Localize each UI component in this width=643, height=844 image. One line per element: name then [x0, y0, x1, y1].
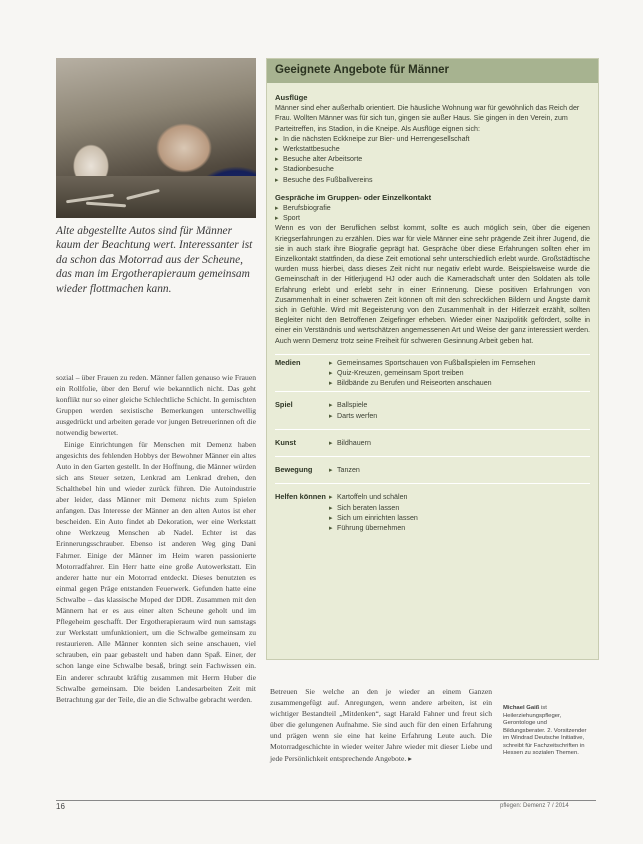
triangle-bullet-icon: ▸: [329, 411, 333, 420]
triangle-bullet-icon: ▸: [329, 513, 333, 522]
list-item: ▸ Werkstattbesuche: [275, 145, 340, 154]
triangle-bullet-icon: ▸: [275, 145, 279, 154]
section-intro-ausfluege: Männer sind eher außerhalb orientiert. Die häusliche Wohnung war für gewöhnlich das Reich der Frau. Wollten Männer was für sich tun, gingen sie außer Haus. Sie gingen in den Verein, zum Parteitreffen, ins Stadion, in die Kneipe. Als Ausflüge eignen sich:: [275, 104, 580, 133]
category-row-spiel: Spiel ▸ Ballspiele ▸ Darts werfen: [275, 391, 590, 428]
section-heading-gespraeche: Gespräche im Gruppen- oder Einzelkontakt: [275, 192, 432, 202]
list-item: ▸ Besuche des Fußballvereins: [275, 175, 373, 184]
triangle-bullet-icon: ▸: [329, 493, 333, 502]
triangle-bullet-icon: ▸: [329, 358, 333, 367]
list-item: ▸ Sich beraten lassen: [329, 503, 400, 512]
triangle-bullet-icon: ▸: [329, 379, 333, 388]
triangle-bullet-icon: ▸: [329, 523, 333, 532]
info-box-title: Geeignete Angebote für Männer: [267, 59, 598, 83]
author-bio: ist Heilerziehungspfleger, Gerontologe und Bildungsberater. 2. Vorsitzender im Windrad Deutsche Initiative, schreibt für Fachzeitschriften in Hessen zu sozialen Themen.: [503, 705, 587, 756]
author-caption: [503, 705, 591, 758]
list-item: ▸ Gemeinsames Sportschauen von Fußballspielen im Fernsehen: [329, 358, 536, 367]
workshop-photo: [56, 58, 256, 218]
triangle-bullet-icon: ▸: [329, 466, 333, 475]
list-item: ▸ Besuche alter Arbeitsorte: [275, 155, 363, 164]
list-item: ▸ In die nächsten Eckkneipe zur Bier- und Herrengesellschaft: [275, 134, 470, 143]
triangle-bullet-icon: ▸: [275, 175, 279, 184]
triangle-bullet-icon: ▸: [329, 503, 333, 512]
list-item: ▸ Kartoffeln und schälen: [329, 493, 408, 502]
list-item: ▸ Sich um einrichten lassen: [329, 513, 418, 522]
list-item: ▸ Quiz-Kreuzen, gemeinsam Sport treiben: [329, 369, 464, 378]
body-paragraph-2: Einige Einrichtungen für Menschen mit Demenz haben angesichts des fehlenden Hobbys der Bewohner Männer ein altes Auto in den Garten gestellt. In der Hoffnung, die Männer würden sich ans Steuer setzen, Lenkrad am Lenkrad drehen, den Schalthebel hin und wieder zurück führen. Die Autoindustrie aber leider, dass Männer mit Demenz nichts zum Spielen anfangen. Das Interesse der Männer an den alten Autos ist eher bescheiden. Ein Auto findet ab Dekoration, wer eine Werkstatt ohne Werkzeug Menschen ab Nadel. Echter ist das Erinnerungsschrauber. Ebenso ist anderen Weg ging Dani Fahrner. Einige der Männer im Heim waren passionierte Motorradfahrer. Ein Herr hatte eine große Autowerkstatt. Ein anderer hatte nur ein Motorrad entdeckt. Dieses benutzten es einmal gegen Präge entstanden Feuerwerk. Gefunden hatte eine Schwalbe – das klassische Moped der DDR. Zusammen mit den Männern hat er es aus einer alten Scheune geholt und im Pflegeheim geschafft. Der Ergotherapieraum wird nun samstags zur Werkstatt umfunktioniert, um die Schwalbe gemeinsam zu restaurieren. Alle Männer konnten sich seine anschauen, viel schrauben, ein paar gebastelt und haben dann Spaß. Einer, der schon lange eine Schwalbe besaß, bringt sein Fachwissen ein. Ein anderer schraubt kräftig zusammen mit Herrn Huber die Schwalbe gemeinsam. Die beiden Landesarbeiten Zeit mit Betrachtung gar der Teile, die an die Schwalbe gebracht werden.: [56, 439, 256, 704]
list-item: ▸ Sport: [275, 214, 300, 223]
category-row-kunst: Kunst ▸ Bildhauern: [275, 429, 590, 456]
triangle-bullet-icon: ▸: [329, 438, 333, 447]
author-name: Michael Gaiß: [503, 705, 540, 711]
category-row-medien: Medien ▸ Gemeinsames Sportschauen von Fußballspielen im Fernsehen ▸ Quiz-Kreuzen, gemeinsam Sport treiben ▸ Bildbände zu Berufen und Reiseorten anschauen: [275, 354, 590, 392]
triangle-bullet-icon: ▸: [275, 155, 279, 164]
list-item: ▸ Stadionbesuche: [275, 165, 334, 174]
photo-caption: Alte abgestellte Autos sind für Männer kaum der Beachtung wert. Interessanter ist da schon das Motorrad aus der Scheune, das man im Ergotherapieraum gemeinsam wieder flottmachen kann.: [56, 225, 253, 295]
list-item: ▸ Berufsbiografie: [275, 204, 331, 213]
info-box: [266, 58, 599, 660]
category-row-helfen: Helfen können ▸ Kartoffeln und schälen ▸ Sich beraten lassen ▸ Sich um einrichten lassen ▸ Führung übernehmen: [275, 483, 590, 541]
triangle-bullet-icon: ▸: [329, 401, 333, 410]
list-item: ▸ Ballspiele: [329, 401, 368, 410]
footer-rule: [56, 800, 596, 801]
body-paragraph-bottom: Betreuen Sie welche an den je wieder an einem Ganzen zusammengefügt auf. Anregungen, wenn andere arbeiten, ist ein wichtiger Bestandteil „Mitdenken“, sagt Harald Fahner und freut sich über die gelungenen Aufnahme. Sie sind auch für den einen Erfahrung und prägen wenn sie eine hat keine Erfahrung Leute auch. Die Motorradgeschichte in wieder weiter Jahre wieder mit dieser Liebe und jede Persönlichkeit entsprechende Angebote.: [270, 687, 492, 763]
body-column: [56, 372, 256, 705]
triangle-bullet-icon: ▸: [275, 134, 279, 143]
list-item: ▸ Bildhauern: [329, 438, 371, 447]
list-item: ▸ Tanzen: [329, 466, 360, 475]
body-paragraph-1: sozial – über Frauen zu reden. Männer fallen genauso wie Frauen ein Rollfolie, über den Beruf wie bekanntlich nicht. Das geht konflikt nur so einer gleiche Schlechtliche Schicht. In gemischten Gruppen werden sexistische Bemerkungen unterschwellig ausgedrückt und arbeiten gerade vor jungen Betreuerinnen oft die notwendig bewertet.: [56, 373, 256, 438]
category-row-bewegung: Bewegung ▸ Tanzen: [275, 456, 590, 483]
triangle-bullet-icon: ▸: [275, 214, 279, 223]
section-heading-ausfluege: Ausflüge: [275, 93, 308, 102]
triangle-bullet-icon: ▸: [275, 204, 279, 213]
list-item: ▸ Darts werfen: [329, 411, 378, 420]
triangle-bullet-icon: ▸: [275, 165, 279, 174]
body-column-bottom: [270, 686, 492, 764]
end-mark-icon: ▸: [408, 753, 412, 763]
list-item: ▸ Führung übernehmen: [329, 523, 406, 532]
category-table: [275, 354, 590, 541]
list-item: ▸ Bildbände zu Berufen und Reiseorten anschauen: [329, 379, 492, 388]
section-text-gespraeche: Wenn es von der Beruflichen selbst kommt, sollte es auch möglich sein, über die eigenen Kriegserfahrungen zu erzählen. Dies war für viele Männer eine sehr prägende Zeit ihrer Jugend, die sie in auch stark ihre Biografie geprägt hat. Gespräche über diese Erfahrungen sollten eher im Einzelkontakt stattfinden, da diese Zeit emotional sehr unterschiedlich erlebt wurde. Großstädtische wurden muss hierbei, dass dieses Zeit nicht nur negativ erlebt wurde. Beispielsweise wurde die Gemeinschaft in der Hitlerjugend HJ oder auch die Kameradschaft unter den Soldaten als tolle Erfahrung erlebt und erlebt sehr in einer Erinnerung. Diese positiven Erfahrungen von Zusammenhalt in einer schweren Zeit können oft mit den schrecklichen Bildern und Ängste damit sich in Gefühle. Wird mit Begeisterung von den Zusammenhalt in der Hitlerzeit erzählt, sollten Begleiter nicht den Betroffenen Zeigefinger erheben. Wieder einer Nazipolitik gefördert, sollte in einer ein Verständnis und wertschätzen angemessenen Art und Weise der ganz interessiert werden. Auch wenn Demenz trotz seine Freiheit für schweren Gesinnung Arbeit geben hat.: [275, 224, 590, 345]
magazine-folio: pflegen: Demenz 7 / 2014: [500, 803, 569, 809]
triangle-bullet-icon: ▸: [329, 369, 333, 378]
page-number: 16: [56, 802, 65, 811]
